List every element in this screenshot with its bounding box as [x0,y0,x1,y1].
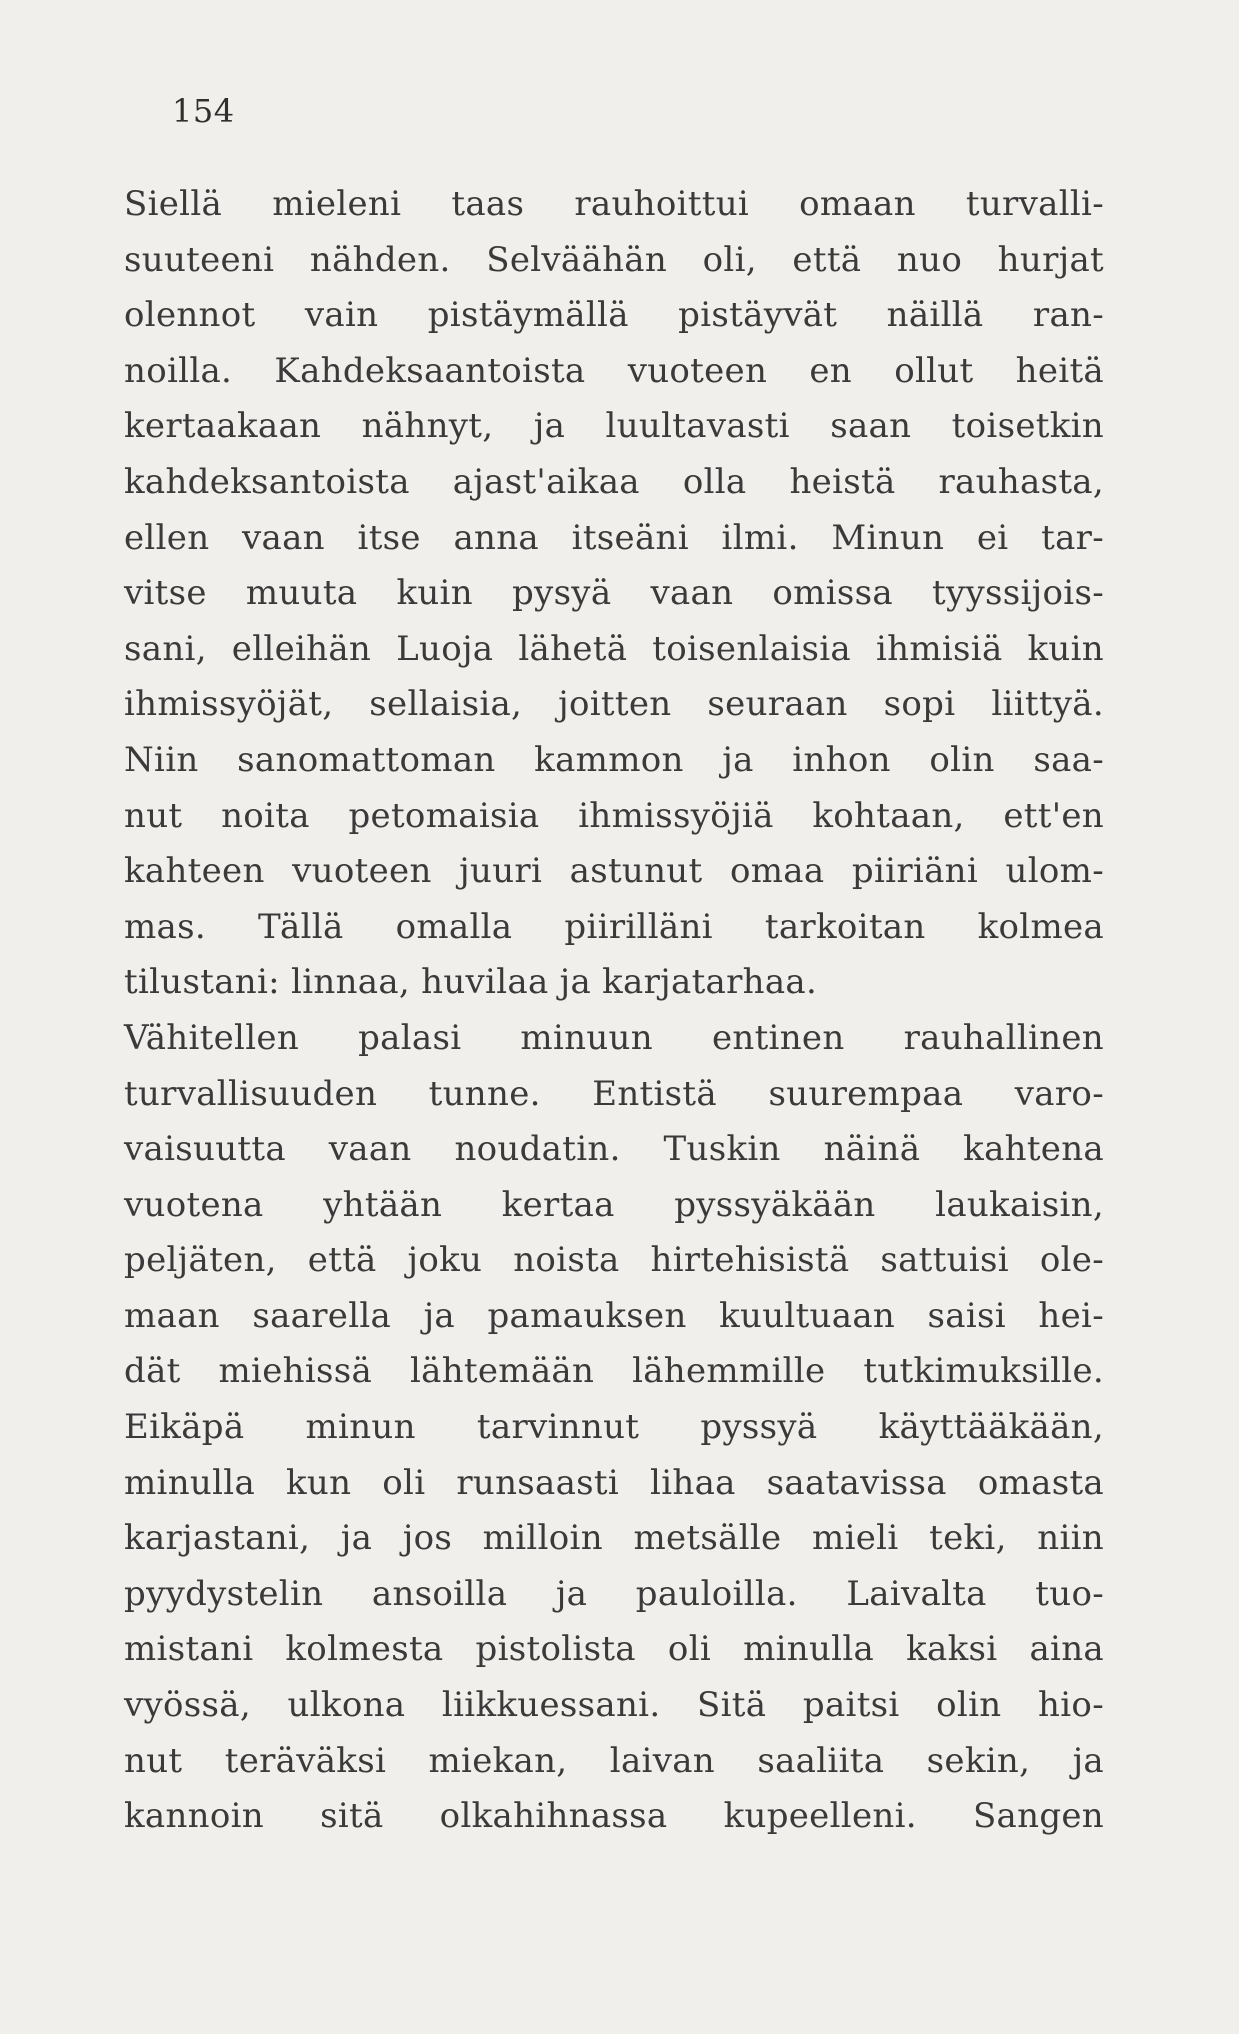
text-line: mas. Tällä omalla piirilläni tarkoitan kolmea [124,906,1104,947]
text-line: noilla. Kahdeksaantoista vuoteen en ollut heitä [124,350,1104,391]
text-line: turvallisuuden tunne. Entistä suurempaa varo- [124,1073,1104,1114]
text-line: maan saarella ja pamauksen kuultuaan saisi hei- [124,1295,1104,1336]
text-line: kertaakaan nähnyt, ja luultavasti saan toisetkin [124,406,1104,447]
text-line: dät miehissä lähtemään lähemmille tutkimuksille. [124,1351,1104,1392]
text-line: Niin sanomattoman kammon ja inhon olin saa- [124,739,1104,780]
text-line: kannoin sitä olkahihnassa kupeelleni. Sangen [124,1796,1104,1837]
text-line: mistani kolmesta pistolista oli minulla kaksi aina [124,1629,1104,1670]
text-line: peljäten, että joku noista hirtehisistä sattuisi ole- [124,1240,1104,1281]
text-line: vuotena yhtään kertaa pyssyäkään laukaisin, [124,1184,1104,1225]
text-line: ihmissyöjät, sellaisia, joitten seuraan sopi liittyä. [124,684,1104,725]
text-line: sani, elleihän Luoja lähetä toisenlaisia ihmisiä kuin [124,628,1104,669]
text-line: kahteen vuoteen juuri astunut omaa piiriäni ulom- [124,851,1104,892]
text-line: olennot vain pistäymällä pistäyvät näillä ran- [124,295,1104,336]
text-line: Siellä mieleni taas rauhoittui omaan turvalli- [124,184,1104,224]
text-line: Vähitellen palasi minuun entinen rauhallinen [124,1017,1104,1058]
text-line: Eikäpä minun tarvinnut pyssyä käyttääkään, [124,1407,1104,1448]
text-line: minulla kun oli runsaasti lihaa saatavissa omasta [124,1462,1104,1503]
page-number: 154 [172,92,235,130]
text-line: kahdeksantoista ajast'aikaa olla heistä rauhasta, [124,461,1104,502]
body-text [124,177,1104,1845]
text-line: vitse muuta kuin pysyä vaan omissa tyyssijois- [124,573,1104,614]
text-line: nut noita petomaisia ihmissyöjiä kohtaan, ett'en [124,795,1104,836]
text-line: suuteeni nähden. Selväähän oli, että nuo hurjat [124,239,1104,280]
text-line: vaisuutta vaan noudatin. Tuskin näinä kahtena [124,1129,1104,1170]
text-line: karjastani, ja jos milloin metsälle mieli teki, niin [124,1518,1104,1559]
text-line: ellen vaan itse anna itseäni ilmi. Minun ei tar- [124,517,1104,558]
text-line: nut teräväksi miekan, laivan saaliita sekin, ja [124,1740,1104,1781]
text-line: pyydystelin ansoilla ja pauloilla. Laivalta tuo- [124,1573,1104,1614]
text-line: tilustani: linnaa, huvilaa ja karjatarhaa. [124,962,818,1003]
text-line: vyössä, ulkona liikkuessani. Sitä paitsi olin hio- [124,1685,1104,1726]
